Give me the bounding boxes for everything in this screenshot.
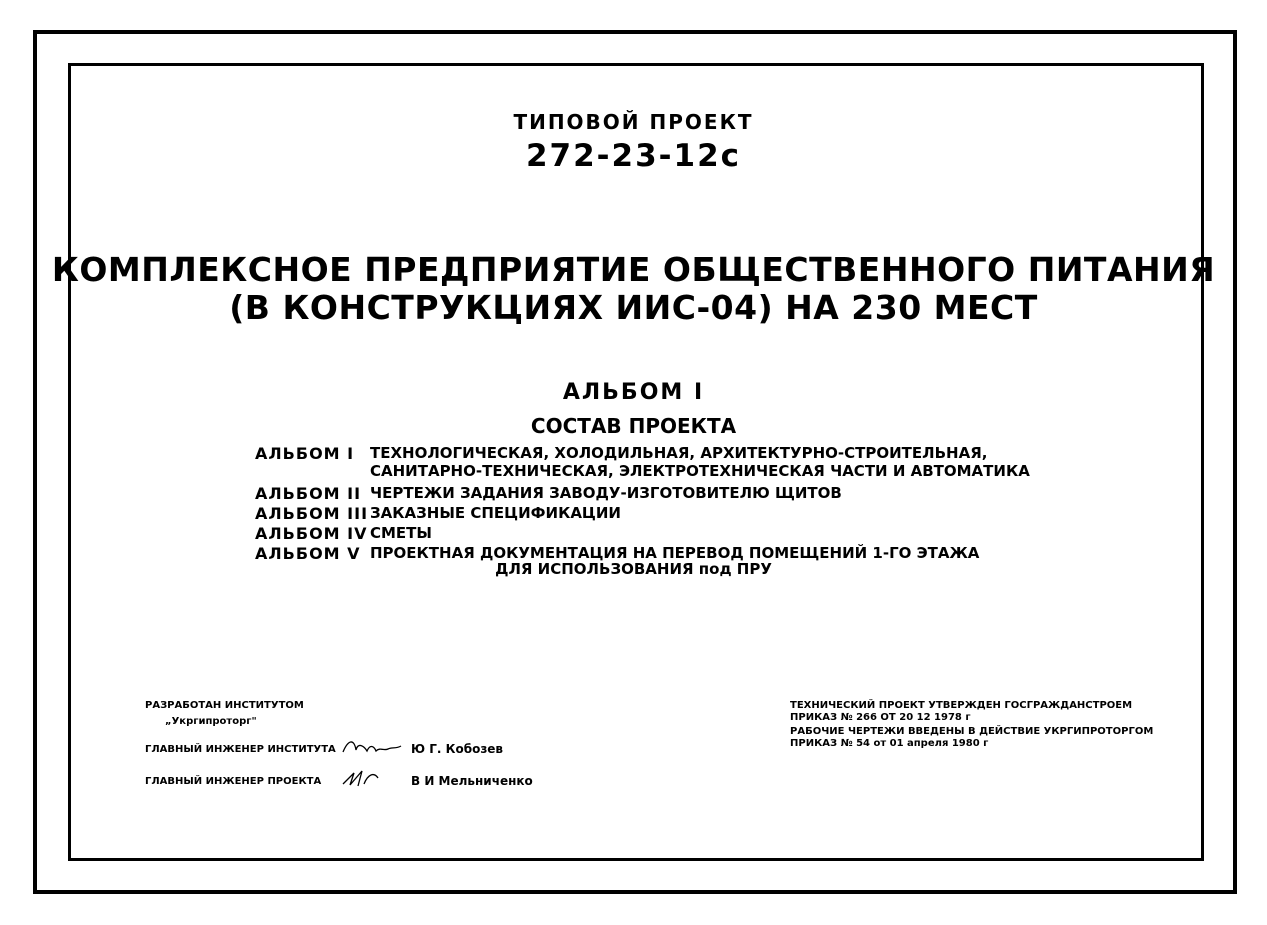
- approval-line-1: ТЕХНИЧЕСКИЙ ПРОЕКТ УТВЕРЖДЕН ГОСГРАЖДАНСТРОЕМ: [790, 700, 1133, 711]
- approval-line-2: ПРИКАЗ № 266 ОТ 20 12 1978 г: [790, 712, 971, 723]
- project-type-label: ТИПОВОЙ ПРОЕКТ: [513, 110, 754, 134]
- title-line-1: КОМПЛЕКСНОЕ ПРЕДПРИЯТИЕ ОБЩЕСТВЕННОГО ПИТАНИЯ: [51, 250, 1216, 289]
- approval-line-4: ПРИКАЗ № 54 от 01 апреля 1980 г: [790, 738, 989, 749]
- album-1-text-cont: САНИТАРНО-ТЕХНИЧЕСКАЯ, ЭЛЕКТРОТЕХНИЧЕСКАЯ ЧАСТИ И АВТОМАТИКА: [370, 462, 1030, 480]
- chief-engineer-institute-name: Ю Г. Кобозев: [411, 742, 504, 756]
- developed-by-label: РАЗРАБОТАН ИНСТИТУТОМ: [145, 700, 304, 711]
- album-5-text: ПРОЕКТНАЯ ДОКУМЕНТАЦИЯ НА ПЕРЕВОД ПОМЕЩЕНИЙ 1-ГО ЭТАЖА: [370, 544, 980, 562]
- composition-heading: СОСТАВ ПРОЕКТА: [530, 414, 737, 438]
- signature-project: [340, 766, 384, 792]
- title-line-2: (В КОНСТРУКЦИЯХ ИИС-04) НА 230 МЕСТ: [229, 288, 1038, 327]
- chief-engineer-institute-label: ГЛАВНЫЙ ИНЖЕНЕР ИНСТИТУТА: [145, 744, 336, 755]
- album-1-label: АЛЬБОМ I: [255, 444, 355, 463]
- album-1-text: ТЕХНОЛОГИЧЕСКАЯ, ХОЛОДИЛЬНАЯ, АРХИТЕКТУРНО-СТРОИТЕЛЬНАЯ,: [370, 444, 988, 462]
- album-2-label: АЛЬБОМ II: [255, 484, 362, 503]
- album-4-text: СМЕТЫ: [370, 524, 432, 542]
- chief-engineer-project-label: ГЛАВНЫЙ ИНЖЕНЕР ПРОЕКТА: [145, 776, 322, 787]
- album-heading: АЛЬБОМ I: [562, 380, 705, 405]
- institute-name: „Укргипроторг": [165, 716, 257, 727]
- signature-institute: [340, 734, 404, 760]
- album-5-label: АЛЬБОМ V: [255, 544, 361, 563]
- album-3-text: ЗАКАЗНЫЕ СПЕЦИФИКАЦИИ: [370, 504, 621, 522]
- approval-line-3: РАБОЧИЕ ЧЕРТЕЖИ ВВЕДЕНЫ В ДЕЙСТВИЕ УКРГИПРОТОРГОМ: [790, 726, 1154, 737]
- album-5-text-cont: ДЛЯ ИСПОЛЬЗОВАНИЯ под ПРУ: [495, 560, 772, 578]
- album-4-label: АЛЬБОМ IV: [255, 524, 368, 543]
- chief-engineer-project-name: В И Мельниченко: [411, 774, 533, 788]
- album-2-text: ЧЕРТЕЖИ ЗАДАНИЯ ЗАВОДУ-ИЗГОТОВИТЕЛЮ ЩИТОВ: [370, 484, 842, 502]
- project-number: 272-23-12с: [525, 138, 742, 174]
- album-3-label: АЛЬБОМ III: [255, 504, 369, 523]
